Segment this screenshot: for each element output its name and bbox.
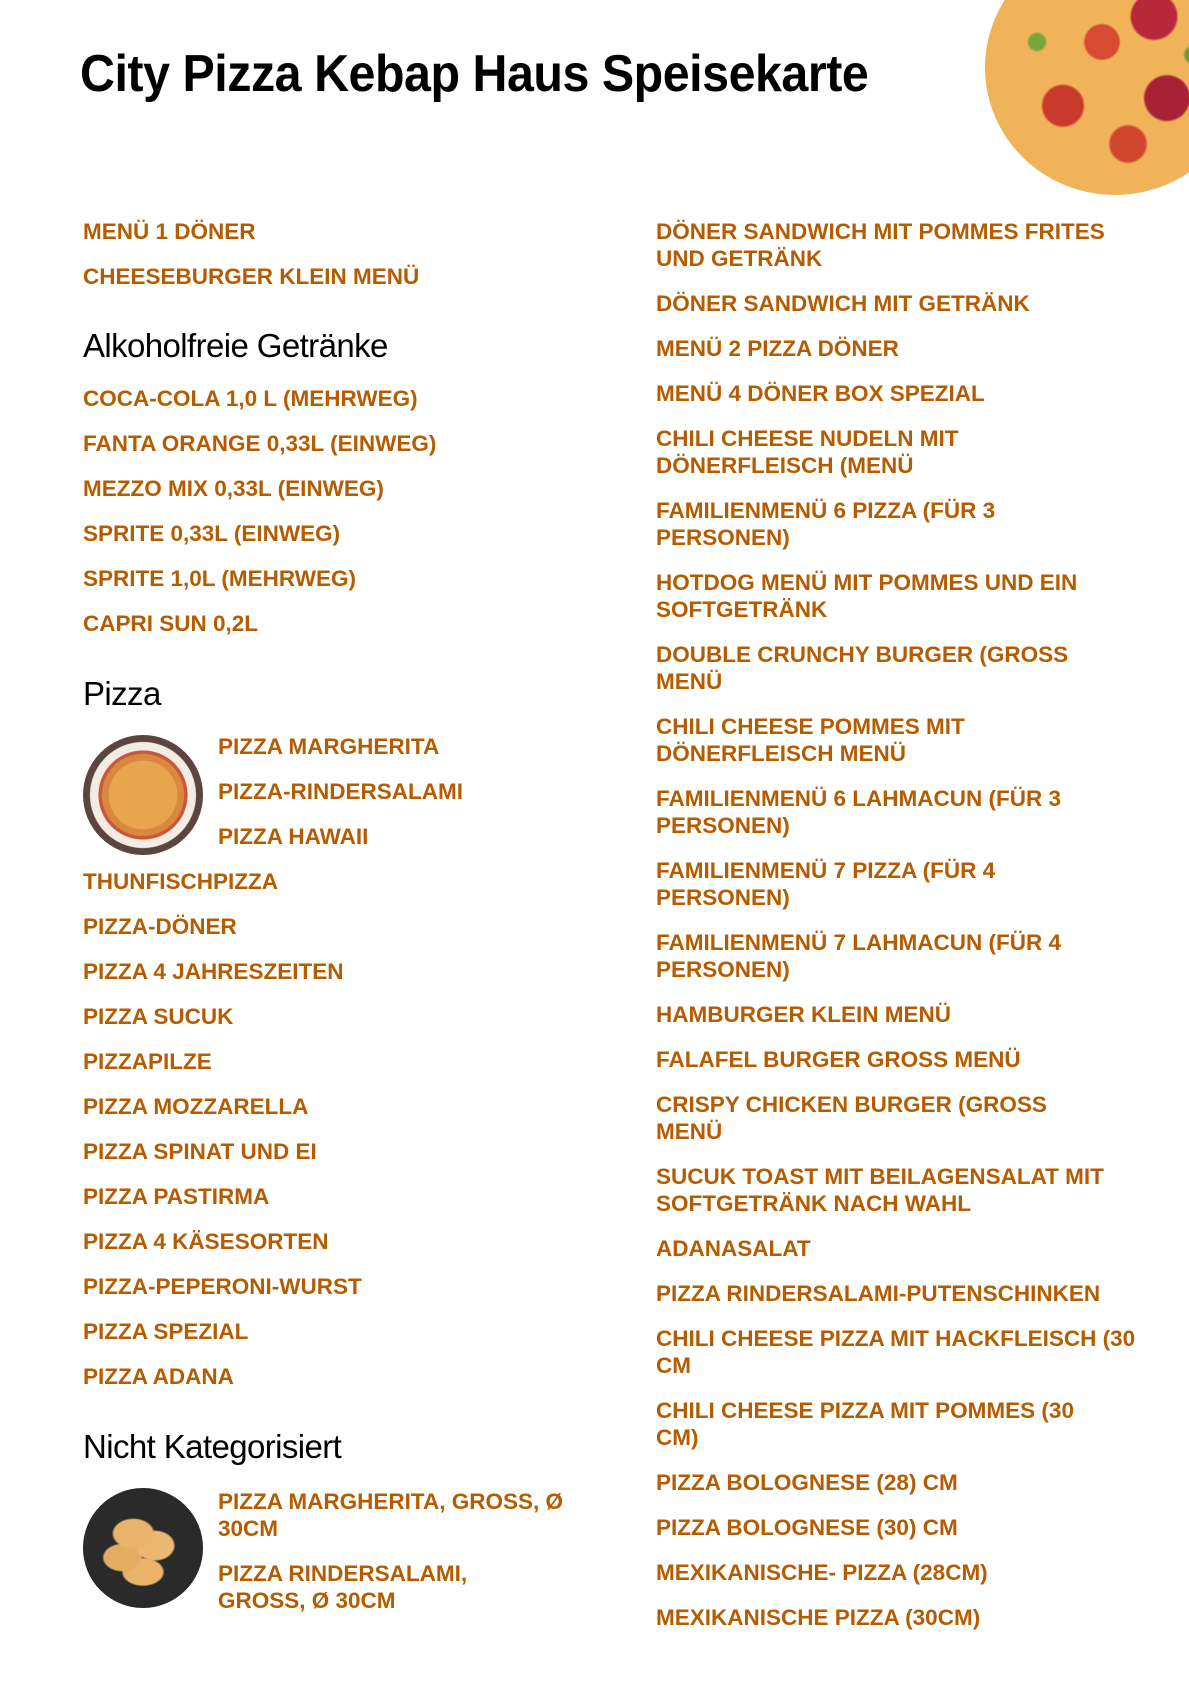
uncategorized-category-image (83, 1488, 203, 1608)
menu-item[interactable]: PIZZA RINDERSALAMI-PUTENSCHINKEN (656, 1281, 1101, 1306)
menu-item[interactable]: HAMBURGER KLEIN MENÜ (656, 1002, 951, 1027)
menu-item[interactable]: FAMILIENMENÜ 7 LAHMACUN (FÜR 4 PERSONEN) (656, 930, 1061, 982)
menu-item[interactable]: PIZZA MOZZARELLA (83, 1094, 309, 1119)
menu-item[interactable]: DÖNER SANDWICH MIT POMMES FRITES UND GETRÄNK (656, 219, 1105, 271)
menu-item[interactable]: PIZZA 4 KÄSESORTEN (83, 1229, 329, 1254)
menu-item[interactable]: PIZZA HAWAII (218, 824, 369, 849)
menu-item[interactable]: SPRITE 0,33L (EINWEG) (83, 521, 341, 546)
menu-item[interactable]: CHILI CHEESE NUDELN MIT DÖNERFLEISCH (MENÜ (656, 426, 959, 478)
category-title-uncategorized: Nicht Kategorisiert (83, 1428, 342, 1465)
menu-item[interactable]: FALAFEL BURGER GROSS MENÜ (656, 1047, 1021, 1072)
menu-item[interactable]: MENÜ 4 DÖNER BOX SPEZIAL (656, 381, 985, 406)
menu-item[interactable]: SPRITE 1,0L (MEHRWEG) (83, 566, 356, 591)
menu-item[interactable]: MEXIKANISCHE- PIZZA (28CM) (656, 1560, 988, 1585)
menu-item[interactable]: PIZZA-DÖNER (83, 914, 237, 939)
menu-item[interactable]: MENÜ 2 PIZZA DÖNER (656, 336, 899, 361)
menu-item[interactable]: PIZZA MARGHERITA (218, 734, 440, 759)
menu-item[interactable]: PIZZAPILZE (83, 1049, 212, 1074)
hero-pizza-image (985, 0, 1189, 195)
pizza-category-image (83, 735, 203, 855)
menu-item[interactable]: FAMILIENMENÜ 6 LAHMACUN (FÜR 3 PERSONEN) (656, 786, 1061, 838)
menu-item[interactable]: PIZZA BOLOGNESE (30) CM (656, 1515, 958, 1540)
menu-item[interactable]: CHEESEBURGER KLEIN MENÜ (83, 264, 420, 289)
menu-item[interactable]: COCA-COLA 1,0 L (MEHRWEG) (83, 386, 418, 411)
menu-item[interactable]: PIZZA SPEZIAL (83, 1319, 249, 1344)
menu-item[interactable]: PIZZA SPINAT UND EI (83, 1139, 317, 1164)
menu-item[interactable]: PIZZA-RINDERSALAMI (218, 779, 463, 804)
menu-item[interactable]: FAMILIENMENÜ 6 PIZZA (FÜR 3 PERSONEN) (656, 498, 996, 550)
menu-item[interactable]: CAPRI SUN 0,2L (83, 611, 259, 636)
category-title-drinks: Alkoholfreie Getränke (83, 327, 388, 364)
menu-item[interactable]: PIZZA BOLOGNESE (28) CM (656, 1470, 958, 1495)
menu-item[interactable]: PIZZA MARGHERITA, GROSS, Ø 30CM (218, 1489, 564, 1541)
menu-item[interactable]: MENÜ 1 DÖNER (83, 219, 256, 244)
menu-item[interactable]: FAMILIENMENÜ 7 PIZZA (FÜR 4 PERSONEN) (656, 858, 996, 910)
menu-item[interactable]: CHILI CHEESE POMMES MIT DÖNERFLEISCH MENÜ (656, 714, 965, 766)
menu-item[interactable]: FANTA ORANGE 0,33L (EINWEG) (83, 431, 437, 456)
menu-item[interactable]: MEXIKANISCHE PIZZA (30CM) (656, 1605, 981, 1630)
menu-item[interactable]: THUNFISCHPIZZA (83, 869, 278, 894)
menu-item[interactable]: PIZZA PASTIRMA (83, 1184, 270, 1209)
menu-item[interactable]: PIZZA-PEPERONI-WURST (83, 1274, 362, 1299)
menu-item[interactable]: ADANASALAT (656, 1236, 811, 1261)
menu-item[interactable]: MEZZO MIX 0,33L (EINWEG) (83, 476, 384, 501)
menu-item[interactable]: PIZZA RINDERSALAMI, GROSS, Ø 30CM (218, 1561, 468, 1613)
menu-item[interactable]: PIZZA 4 JAHRESZEITEN (83, 959, 344, 984)
menu-item[interactable]: HOTDOG MENÜ MIT POMMES UND EIN SOFTGETRÄNK (656, 570, 1078, 622)
menu-item[interactable]: DOUBLE CRUNCHY BURGER (GROSS MENÜ (656, 642, 1069, 694)
menu-item[interactable]: DÖNER SANDWICH MIT GETRÄNK (656, 291, 1030, 316)
menu-item[interactable]: CHILI CHEESE PIZZA MIT POMMES (30 CM) (656, 1398, 1074, 1450)
menu-item[interactable]: CRISPY CHICKEN BURGER (GROSS MENÜ (656, 1092, 1047, 1144)
menu-item[interactable]: PIZZA ADANA (83, 1364, 234, 1389)
menu-item[interactable]: CHILI CHEESE PIZZA MIT HACKFLEISCH (30 CM (656, 1326, 1136, 1378)
menu-item[interactable]: PIZZA SUCUK (83, 1004, 234, 1029)
page-title: City Pizza Kebap Haus Speisekarte (80, 45, 869, 103)
category-title-pizza: Pizza (83, 675, 161, 712)
menu-item[interactable]: SUCUK TOAST MIT BEILAGENSALAT MIT SOFTGETRÄNK NACH WAHL (656, 1164, 1104, 1216)
